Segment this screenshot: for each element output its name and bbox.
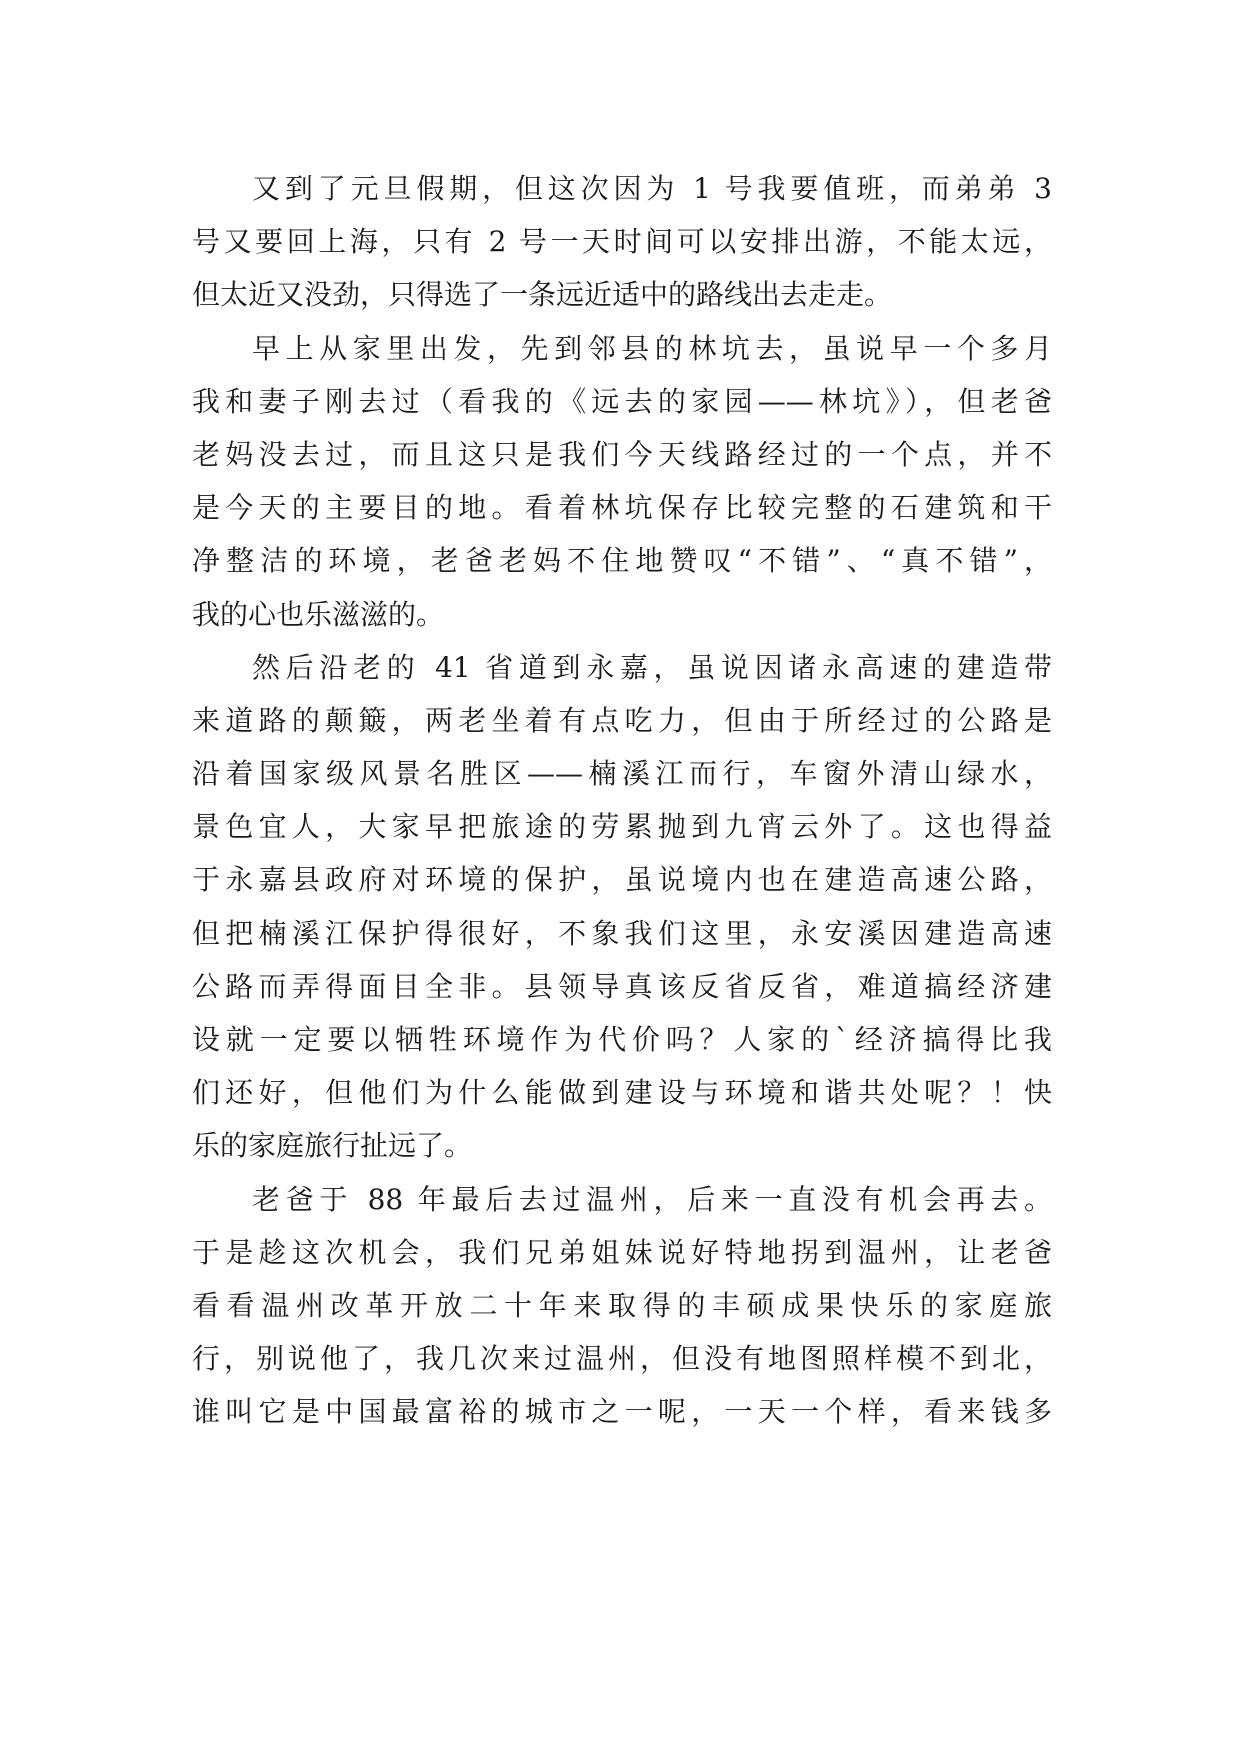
paragraph-2-line-4: 是今天的主要目的地。看着林坑保存比较完整的石建筑和干: [192, 491, 1052, 525]
paragraph-3-line-3: 沿着国家级风景名胜区——楠溪江而行，车窗外清山绿水，: [192, 757, 1052, 791]
paragraph-1-line-2: 号又要回上海，只有 2 号一天时间可以安排出游，不能太远，: [192, 225, 1052, 259]
document-body: [192, 162, 1052, 1439]
paragraph-1-line-1: 又到了元旦假期，但这次因为 1 号我要值班，而弟弟 3: [252, 172, 1052, 205]
paragraph-3-line-5: 于永嘉县政府对环境的保护，虽说境内也在建造高速公路，: [192, 863, 1052, 897]
paragraph-4-line-4: 行，别说他了，我几次来过温州，但没有地图照样模不到北，: [192, 1342, 1052, 1376]
paragraph-1-line-3: 但太近又没劲，只得选了一条远近适中的路线出去走走。: [192, 278, 893, 312]
paragraph-3-line-1: 然后沿老的 41 省道到永嘉，虽说因诸永高速的建造带: [252, 650, 1052, 684]
paragraph-3-line-6: 但把楠溪江保护得很好，不象我们这里，永安溪因建造高速: [192, 916, 1052, 950]
paragraph-2-line-3: 老妈没去过，而且这只是我们今天线路经过的一个点，并不: [192, 437, 1052, 471]
paragraph-2-line-1: 早上从家里出发，先到邻县的林坑去，虽说早一个多月: [252, 331, 1052, 365]
paragraph-3-line-9: 们还好，但他们为什么能做到建设与环境和谐共处呢？！快: [192, 1076, 1052, 1110]
paragraph-3-line-4: 景色宜人，大家早把旅途的劳累抛到九宵云外了。这也得益: [192, 810, 1052, 844]
paragraph-2-line-5: 净整洁的环境，老爸老妈不住地赞叹“不错”、“真不错”，: [192, 544, 1052, 578]
paragraph-3-line-8: 设就一定要以牺牲环境作为代价吗？人家的`经济搞得比我: [192, 1023, 1052, 1056]
paragraph-2-line-6: 我的心也乐滋滋的。: [192, 597, 445, 631]
paragraph-4-line-3: 看看温州改革开放二十年来取得的丰硕成果快乐的家庭旅: [192, 1288, 1052, 1322]
paragraph-4-line-2: 于是趁这次机会，我们兄弟姐妹说好特地拐到温州，让老爸: [192, 1235, 1052, 1269]
paragraph-3-line-2: 来道路的颠簸，两老坐着有点吃力，但由于所经过的公路是: [192, 703, 1052, 737]
paragraph-4-line-1: 老爸于 88 年最后去过温州，后来一直没有机会再去。: [252, 1182, 1052, 1216]
paragraph-3-line-10: 乐的家庭旅行扯远了。: [192, 1129, 473, 1163]
paragraph-3-line-7: 公路而弄得面目全非。县领导真该反省反省，难道搞经济建: [192, 969, 1052, 1003]
paragraph-2-line-2: 我和妻子刚去过（看我的《远去的家园——林坑》），但老爸: [192, 384, 1052, 418]
paragraph-4-line-5: 谁叫它是中国最富裕的城市之一呢，一天一个样，看来钱多: [192, 1395, 1052, 1429]
